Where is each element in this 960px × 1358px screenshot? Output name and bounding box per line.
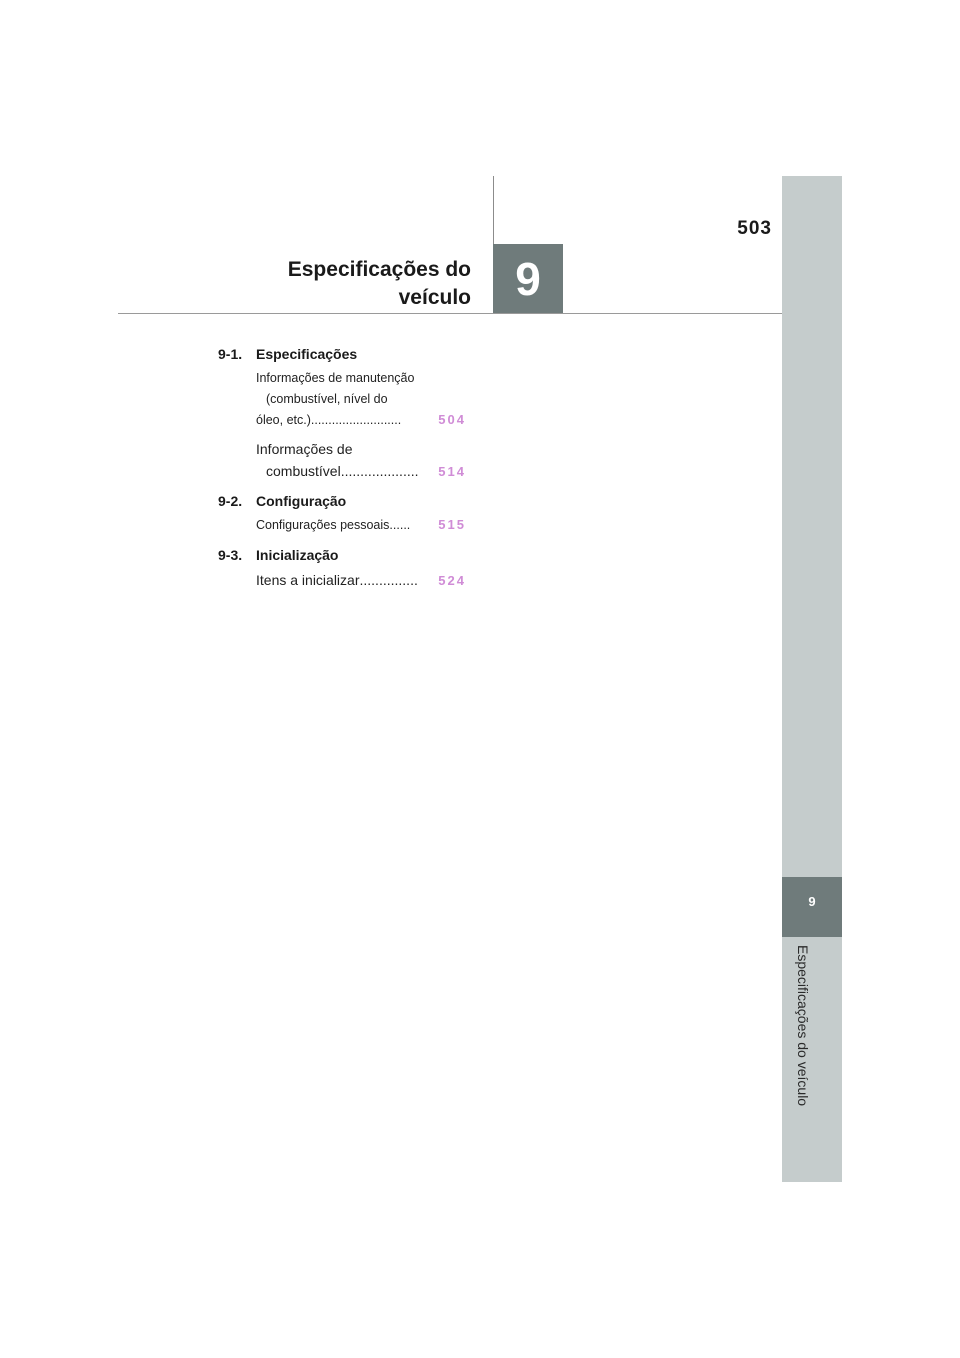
section-title: Configuração: [256, 493, 347, 509]
toc-section: [218, 346, 466, 482]
section-heading[interactable]: [218, 346, 466, 362]
section-heading[interactable]: [218, 493, 466, 509]
page-number: 503: [737, 218, 772, 239]
page-link[interactable]: 515: [438, 517, 466, 532]
header-horizontal-rule: [118, 313, 782, 314]
entry-line: óleo, etc.): [256, 413, 311, 427]
toc-section: [218, 547, 466, 591]
chapter-title-line2: veículo: [398, 286, 471, 309]
page-link[interactable]: 504: [438, 412, 466, 427]
section-number: 9-3.: [218, 547, 243, 563]
toc-entry[interactable]: [218, 438, 466, 482]
toc-section: [218, 493, 466, 536]
dot-leader: ....................: [340, 463, 419, 479]
toc-entry[interactable]: [218, 368, 466, 431]
section-title: Inicialização: [256, 547, 339, 563]
chapter-number-box: 9: [493, 244, 563, 314]
chapter-title-line1: Especificações do: [287, 258, 471, 281]
entry-line: Informações de manutenção: [256, 371, 415, 385]
section-title: Especificações: [256, 346, 358, 362]
dot-leader: ...............: [359, 572, 418, 588]
section-number: 9-1.: [218, 346, 243, 362]
page-link[interactable]: 514: [438, 464, 466, 479]
entry-line: Configurações pessoais: [256, 518, 390, 532]
dot-leader: ..........................: [310, 413, 402, 427]
page-link[interactable]: 524: [438, 573, 466, 588]
entry-line: (combustível, nível do: [266, 392, 388, 406]
side-tab-label: Especificações do veículo: [795, 945, 811, 1107]
section-heading[interactable]: [218, 547, 466, 563]
toc-entry[interactable]: [218, 569, 466, 591]
side-tab-number: 9: [808, 894, 816, 909]
side-thumb-bar: [782, 176, 842, 1182]
table-of-contents: [218, 346, 466, 602]
entry-line: Informações de: [256, 441, 353, 457]
section-number: 9-2.: [218, 493, 243, 509]
entry-line: combustível: [266, 463, 341, 479]
toc-entry[interactable]: [218, 515, 466, 536]
dot-leader: ......: [389, 518, 411, 532]
entry-line: Itens a inicializar: [256, 572, 360, 588]
header-vertical-rule: [493, 176, 494, 244]
chapter-title: [230, 256, 471, 312]
